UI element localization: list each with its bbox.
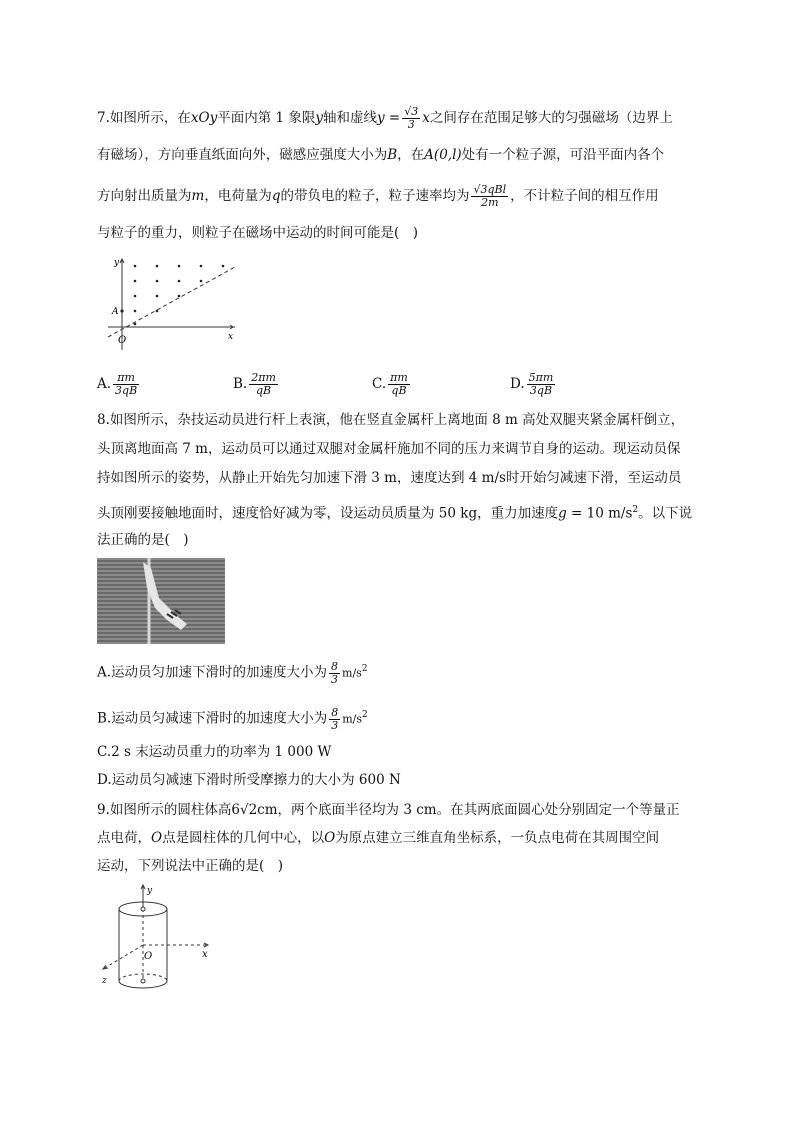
q9-label-z: z <box>102 976 107 986</box>
charge-top <box>141 907 145 911</box>
q7-field-dots <box>134 265 225 326</box>
q9-line-3: 运动，下列说法中正确的是( ) <box>97 858 284 874</box>
q8-line-2: 头顶离地面高 7 m，运动员可以通过双腿对金属杆施加不同的压力来调节自身的运动。现运动员保 <box>97 441 681 457</box>
q9-line-2: 点电荷，O点是圆柱体的几何中心，以O为原点建立三维直角坐标系，一负点电荷在其周围空间 <box>97 830 660 846</box>
q7-xoy: xOy <box>190 110 218 126</box>
q9-label-y: y <box>147 886 153 896</box>
q7-frac-sqrt3-over-3: $\frac{√3}{3}$ <box>404 105 419 131</box>
q8-line-4: 头顶刚要接触地面时，速度恰好减为零，设运动员质量为 50 kg，重力加速度g = 10 $m/s^2$。以下说 <box>97 505 693 522</box>
q8-option-b[interactable]: B.运动员匀减速下滑时的加速度大小为 $\frac{8}{3}$ $m/s^2$ <box>97 705 368 732</box>
q7-option-c[interactable]: C. $\frac{\pi m}{qB}$ <box>372 371 408 397</box>
q7-option-a[interactable]: A. $\frac{\pi m}{3qB}$ <box>97 371 138 397</box>
q7-frac-speed: $\frac{\text{√3qBl}}{2m}$ <box>473 183 507 209</box>
q7-option-b[interactable]: B. $\frac{2\pi m}{qB}$ <box>233 371 276 397</box>
acrobat-image <box>97 558 225 644</box>
q9-label-o: O <box>144 951 153 962</box>
q9-cylinder-diagram <box>98 883 218 998</box>
q8-option-d[interactable]: D.运动员匀减速下滑时所受摩擦力的大小为 600 N <box>97 772 401 788</box>
q8-option-c[interactable]: C.2 s 末运动员重力的功率为 1 000 W <box>97 744 332 760</box>
q9-label-x: x <box>202 949 208 960</box>
q8-line-5: 法正确的是( ) <box>97 532 189 548</box>
q7-diagram <box>100 255 240 355</box>
q7-label-a: A <box>112 307 119 317</box>
q9-line-1: 9.如图所示的圆柱体高6√2cm，两个底面半径均为 3 cm。在其两底面圆心处分别固定一个等量正 <box>97 802 680 818</box>
q7-text: 7.如图所示，在 <box>97 110 191 126</box>
q7-line-1: 7.如图所示，在xOy平面内第 1 象限y轴和虚线y = $\frac{√3}{3}$ x之间存在范围足够大的匀强磁场（边界上 <box>97 105 673 131</box>
q7-option-d[interactable]: D. $\frac{5\pi m}{3qB}$ <box>510 371 554 397</box>
acrobat-photo <box>97 558 225 644</box>
q7-label-x: x <box>228 332 234 342</box>
q8-option-a[interactable]: A.运动员匀加速下滑时的加速度大小为 $\frac{8}{3}$ $m/s^2$ <box>97 659 368 686</box>
q7-line-4: 与粒子的重力，则粒子在磁场中运动的时间可能是( ) <box>97 225 419 241</box>
q8-line-1: 8.如图所示，杂技运动员进行杆上表演，他在竖直金属杆上离地面 8 m 高处双腿夹紧金属杆倒立， <box>97 412 685 428</box>
q7-point-a <box>120 309 123 312</box>
q7-line-2: 有磁场），方向垂直纸面向外，磁感应强度大小为B，在A(0,l)处有一个粒子源，可沿平面内各个 <box>97 147 665 163</box>
q9-z-axis <box>103 945 143 969</box>
q7-line-3: 方向射出质量为m，电荷量为q的带负电的粒子，粒子速率均为 $\frac{\text{√3qBl}}{2m}$ ，不计粒子间的相互作用 <box>97 183 659 209</box>
q7-label-o: O <box>118 335 127 346</box>
q7-label-y: y <box>114 258 120 268</box>
q8-line-3: 持如图所示的姿势，从静止开始先匀加速下滑 3 m，速度达到 4 m/s时开始匀减速下滑，至运动员 <box>97 470 682 486</box>
charge-bottom <box>141 979 145 983</box>
